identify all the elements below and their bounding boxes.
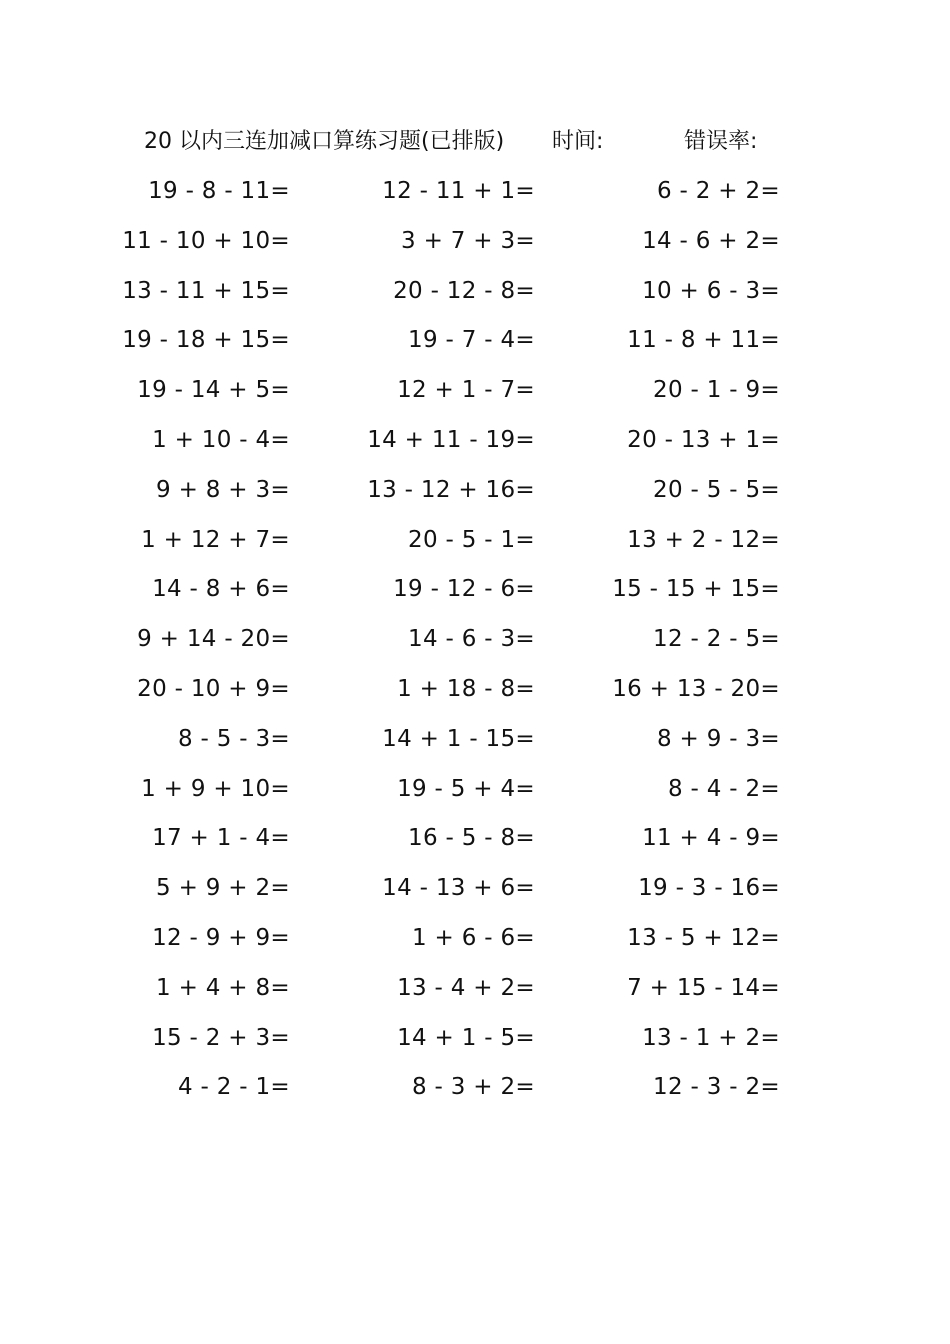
arithmetic-problem: 13 - 12 + 16= <box>367 476 535 503</box>
arithmetic-problem: 1 + 9 + 10= <box>141 775 290 802</box>
arithmetic-problem: 14 - 6 + 2= <box>642 227 780 254</box>
arithmetic-problem: 9 + 8 + 3= <box>156 476 290 503</box>
arithmetic-problem: 20 - 12 - 8= <box>393 277 535 304</box>
arithmetic-problem: 12 + 1 - 7= <box>397 377 535 404</box>
arithmetic-problem: 15 - 15 + 15= <box>612 576 780 603</box>
arithmetic-problem: 13 - 4 + 2= <box>397 974 535 1001</box>
arithmetic-problem: 20 - 5 - 1= <box>408 526 535 553</box>
arithmetic-problem: 20 - 1 - 9= <box>653 377 780 404</box>
arithmetic-problem: 20 - 13 + 1= <box>627 426 780 453</box>
problem-column-1 <box>70 172 290 1118</box>
arithmetic-problem: 19 - 3 - 16= <box>638 875 780 902</box>
arithmetic-problem: 14 + 1 - 5= <box>397 1024 535 1051</box>
arithmetic-problem: 10 + 6 - 3= <box>642 277 780 304</box>
error-rate-label: 错误率: <box>684 129 758 154</box>
arithmetic-problem: 7 + 15 - 14= <box>627 974 780 1001</box>
arithmetic-problem: 16 + 13 - 20= <box>612 675 780 702</box>
arithmetic-problem: 6 - 2 + 2= <box>657 178 780 204</box>
arithmetic-problem: 8 - 3 + 2= <box>412 1074 535 1101</box>
arithmetic-problem: 1 + 6 - 6= <box>412 924 535 951</box>
arithmetic-problem: 5 + 9 + 2= <box>156 875 290 902</box>
arithmetic-problem: 17 + 1 - 4= <box>152 825 290 852</box>
arithmetic-problem: 20 - 5 - 5= <box>653 476 780 503</box>
arithmetic-problem: 8 - 5 - 3= <box>177 725 290 752</box>
arithmetic-problem: 1 + 12 + 7= <box>141 526 290 553</box>
arithmetic-problem: 19 - 7 - 4= <box>408 327 535 354</box>
arithmetic-problem: 19 - 5 + 4= <box>397 775 535 802</box>
arithmetic-problem: 12 - 3 - 2= <box>653 1074 780 1101</box>
arithmetic-problem: 9 + 14 - 20= <box>137 626 290 653</box>
arithmetic-problem: 13 - 5 + 12= <box>627 924 780 951</box>
time-label: 时间: <box>552 129 604 154</box>
worksheet-title: 20 以内三连加减口算练习题(已排版) <box>144 129 505 154</box>
arithmetic-problem: 8 - 4 - 2= <box>667 775 780 802</box>
arithmetic-problem: 16 - 5 - 8= <box>408 825 535 852</box>
arithmetic-problem: 3 + 7 + 3= <box>401 227 535 254</box>
arithmetic-problem: 11 - 8 + 11= <box>627 327 780 354</box>
arithmetic-problem: 20 - 10 + 9= <box>137 675 290 702</box>
arithmetic-problem: 13 - 11 + 15= <box>122 277 290 304</box>
arithmetic-problem: 11 - 10 + 10= <box>122 227 290 254</box>
arithmetic-problem: 19 - 8 - 11= <box>148 178 290 204</box>
arithmetic-problem: 1 + 4 + 8= <box>156 974 290 1001</box>
arithmetic-problem: 15 - 2 + 3= <box>152 1024 290 1051</box>
arithmetic-problem: 12 - 9 + 9= <box>152 924 290 951</box>
arithmetic-problem: 14 - 8 + 6= <box>152 576 290 603</box>
arithmetic-problem: 13 + 2 - 12= <box>627 526 780 553</box>
arithmetic-problem: 4 - 2 - 1= <box>177 1074 290 1101</box>
arithmetic-problem: 14 + 11 - 19= <box>367 426 535 453</box>
arithmetic-problem: 19 - 12 - 6= <box>393 576 535 603</box>
arithmetic-problem: 14 - 6 - 3= <box>408 626 535 653</box>
arithmetic-problem: 12 - 2 - 5= <box>653 626 780 653</box>
arithmetic-problem: 19 - 18 + 15= <box>122 327 290 354</box>
arithmetic-problem: 8 + 9 - 3= <box>657 725 780 752</box>
worksheet-header <box>144 124 784 160</box>
arithmetic-problem: 19 - 14 + 5= <box>137 377 290 404</box>
arithmetic-problem: 12 - 11 + 1= <box>382 178 535 204</box>
arithmetic-problem: 14 + 1 - 15= <box>382 725 535 752</box>
arithmetic-problem: 1 + 10 - 4= <box>152 426 290 453</box>
arithmetic-problem: 1 + 18 - 8= <box>397 675 535 702</box>
problem-column-3 <box>560 172 780 1118</box>
arithmetic-problem: 11 + 4 - 9= <box>642 825 780 852</box>
problem-column-2 <box>315 172 535 1118</box>
arithmetic-problem: 14 - 13 + 6= <box>382 875 535 902</box>
arithmetic-problem: 13 - 1 + 2= <box>642 1024 780 1051</box>
